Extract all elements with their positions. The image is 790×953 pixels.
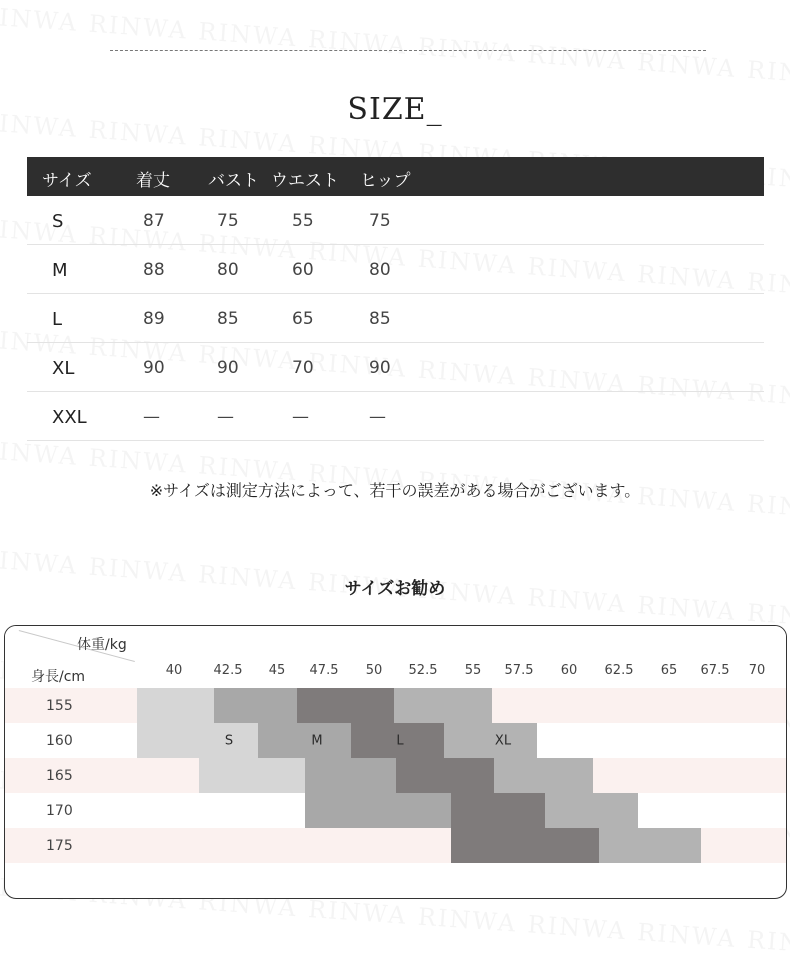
recommend-header [5, 626, 786, 688]
table-row [27, 196, 764, 245]
weight-tick-label: 50 [365, 663, 383, 678]
table-row [27, 245, 764, 294]
weight-tick-label: 67.5 [700, 663, 730, 678]
weight-tick-label: 40 [165, 663, 183, 678]
weight-tick-label: 70 [748, 663, 766, 678]
size-cell: XXL [52, 407, 87, 428]
size-range-block [451, 793, 545, 828]
size-range-block [444, 723, 537, 758]
column-header: バスト [208, 171, 259, 191]
size-range-block [137, 688, 214, 723]
measurement-cell: — [143, 407, 160, 427]
size-recommend-chart [4, 625, 787, 899]
size-cell: L [52, 309, 63, 330]
measurement-cell: 65 [292, 309, 314, 329]
weight-tick-label: 65 [660, 663, 678, 678]
size-range-block [396, 758, 494, 793]
height-tick-label: 160 [46, 733, 73, 749]
size-range-block [214, 688, 297, 723]
column-header: 着丈 [136, 171, 170, 191]
height-tick-label: 170 [46, 803, 73, 819]
measurement-cell: 75 [217, 211, 239, 231]
weight-tick-label: 42.5 [213, 663, 243, 678]
size-range-block [297, 688, 394, 723]
column-header: サイズ [42, 171, 92, 191]
table-row [27, 392, 764, 441]
size-cell: XL [52, 358, 75, 379]
size-range-block [305, 758, 396, 793]
measurement-note: ※サイズは測定方法によって、若干の誤差がある場合がございます。 [149, 481, 641, 500]
measurement-cell: 88 [143, 260, 165, 280]
measurement-cell: 85 [217, 309, 239, 329]
size-range-block [258, 723, 351, 758]
measurement-cell: 87 [143, 211, 165, 231]
weight-tick-label: 52.5 [408, 663, 438, 678]
column-header: ヒップ [360, 171, 411, 191]
size-range-block [451, 828, 599, 863]
dashed-divider [110, 50, 706, 51]
measurement-cell: 89 [143, 309, 165, 329]
weight-tick-label: 62.5 [604, 663, 634, 678]
measurement-cell: 80 [369, 260, 391, 280]
measurement-cell: 55 [292, 211, 314, 231]
size-range-block [137, 723, 258, 758]
height-tick-label: 155 [46, 698, 73, 714]
weight-axis-label: 体重/kg [77, 637, 127, 653]
measurement-cell: — [217, 407, 234, 427]
height-tick-label: 165 [46, 768, 73, 784]
size-block-label: XL [494, 733, 512, 749]
weight-tick-label: 60 [560, 663, 578, 678]
weight-tick-label: 47.5 [309, 663, 339, 678]
size-block-label: M [311, 733, 323, 749]
size-table-body [27, 196, 764, 441]
size-table-header [27, 157, 764, 196]
size-cell: M [52, 260, 68, 281]
table-row [27, 294, 764, 343]
size-range-block [394, 688, 492, 723]
measurement-cell: 60 [292, 260, 314, 280]
size-block-label: L [396, 733, 404, 749]
measurement-cell: 70 [292, 358, 314, 378]
page-title: SIZE_ [347, 92, 443, 127]
measurement-cell: 90 [369, 358, 391, 378]
height-axis-label: 身長/cm [31, 669, 86, 685]
size-range-block [494, 758, 593, 793]
size-range-block [199, 758, 305, 793]
size-range-block [545, 793, 638, 828]
height-tick-label: 175 [46, 838, 73, 854]
weight-tick-label: 45 [268, 663, 286, 678]
column-header: ウエスト [271, 171, 339, 191]
size-table [27, 157, 764, 441]
measurement-cell: 80 [217, 260, 239, 280]
size-range-block [599, 828, 701, 863]
measurement-cell: 75 [369, 211, 391, 231]
size-block-label: S [224, 733, 234, 749]
measurement-cell: 85 [369, 309, 391, 329]
measurement-cell: — [369, 407, 386, 427]
size-cell: S [52, 211, 64, 232]
weight-tick-label: 57.5 [504, 663, 534, 678]
measurement-cell: 90 [143, 358, 165, 378]
size-range-block [305, 793, 451, 828]
measurement-cell: — [292, 407, 309, 427]
table-row [27, 343, 764, 392]
weight-tick-label: 55 [464, 663, 482, 678]
recommend-title: サイズお勧め [344, 579, 446, 599]
measurement-cell: 90 [217, 358, 239, 378]
